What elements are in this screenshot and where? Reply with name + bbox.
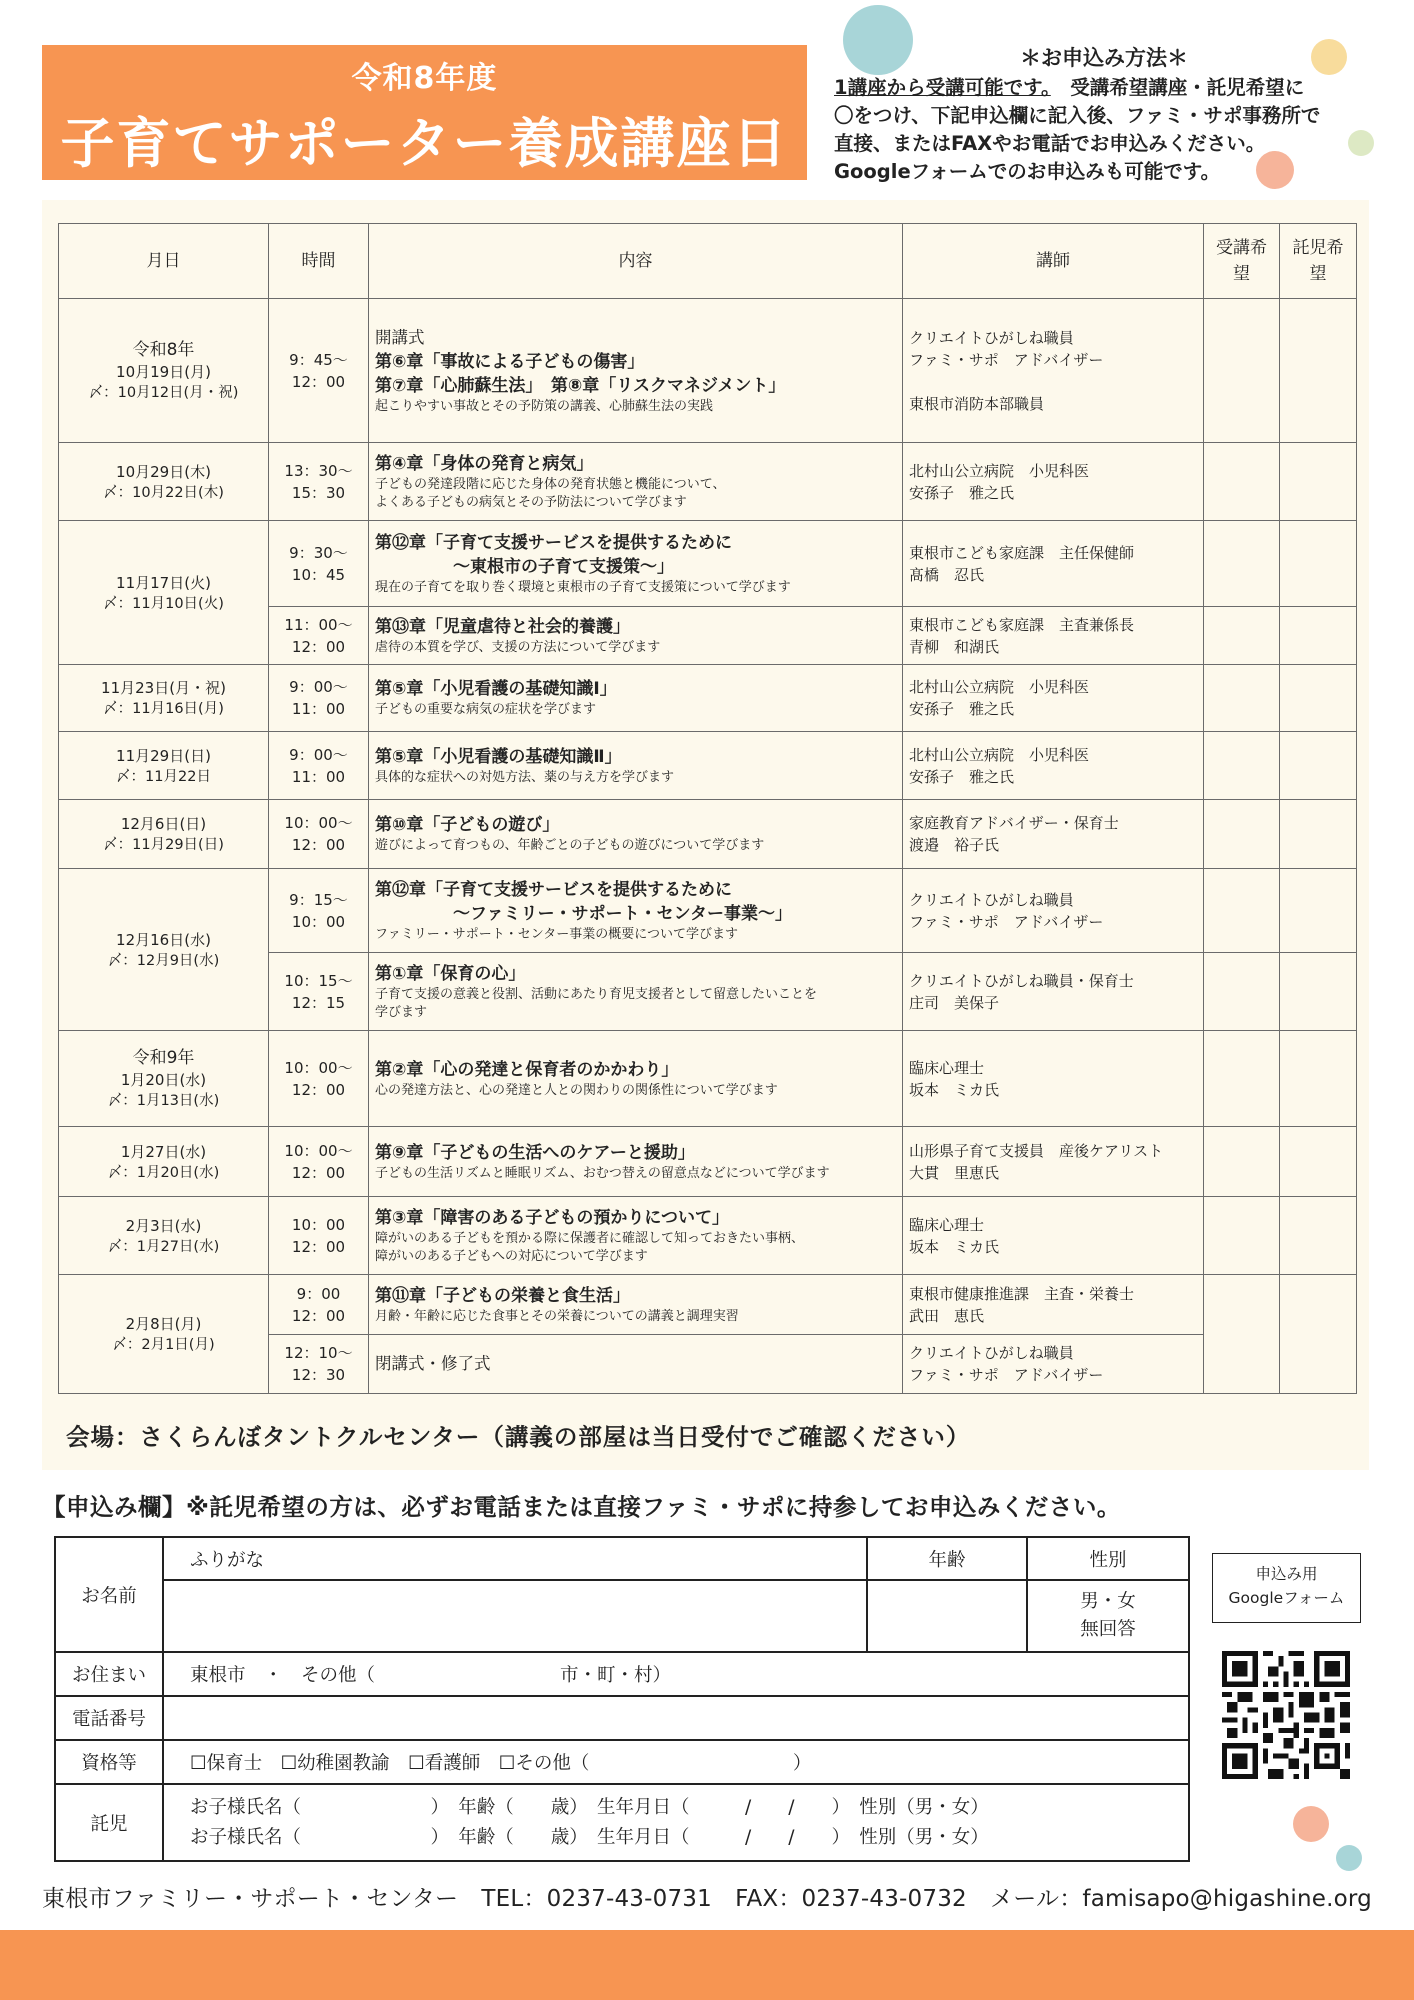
session-description: 心の発達方法と、心の発達と人との関わりの関係性について学びます: [375, 1082, 778, 1098]
session-title: 第③章「障害のある子どもの預かりについて」: [375, 1207, 730, 1228]
session-deadline: 〆：10月12日(月・祝): [88, 384, 239, 401]
session-description: 子育て支援の意義と役割、活動にあたり育児支援者として留意したいことを: [375, 986, 818, 1002]
lecturer-line: 安孫子 雅之氏: [909, 767, 1015, 786]
qualification-value: ☐保育士 ☐幼稚園教諭 ☐看護師 ☐その他（ ）: [190, 1753, 812, 1774]
session-lecturer: [903, 665, 1204, 732]
lecturer-line: 坂本 ミカ氏: [909, 1237, 1000, 1256]
session-title: 第⑫章「子育て支援サービスを提供するために: [375, 532, 732, 553]
session-title: 第⑪章「子どもの栄養と食生活」: [375, 1285, 630, 1306]
session-time: [269, 299, 369, 443]
schedule-row: [59, 521, 1357, 607]
schedule-row: [59, 1127, 1357, 1197]
session-content: [369, 732, 903, 800]
childcare-checkbox-cell[interactable]: [1280, 299, 1357, 443]
schedule-table: [58, 223, 1357, 1394]
session-content: [369, 869, 903, 953]
session-day: 2月3日(水): [125, 1216, 202, 1235]
session-content: [369, 953, 903, 1031]
childcare-checkbox-cell[interactable]: [1280, 1031, 1357, 1127]
attend-checkbox-cell[interactable]: [1204, 869, 1280, 953]
session-content: [369, 665, 903, 732]
session-date: [59, 665, 269, 732]
session-pre: 閉講式・修了式: [375, 1354, 491, 1373]
session-time: [269, 869, 369, 953]
session-date: [59, 800, 269, 869]
lecturer-line: ファミ・サポ アドバイザー: [909, 1366, 1104, 1384]
session-deadline: 〆：11月22日: [116, 768, 211, 785]
session-content: [369, 607, 903, 665]
lecturer-line: 臨床心理士: [909, 1215, 985, 1234]
header-attend: 受講希望: [1204, 224, 1280, 299]
childcare-checkbox-cell[interactable]: [1280, 732, 1357, 800]
attend-checkbox-cell[interactable]: [1204, 800, 1280, 869]
session-description: 遊びによって育つもの、年齢ごとの子どもの遊びについて学びます: [375, 838, 765, 853]
qualification-label: 資格等: [55, 1740, 163, 1784]
application-method-line: [834, 74, 1374, 102]
session-lecturer: [903, 1335, 1204, 1394]
lecturer-line: 臨床心理士: [909, 1058, 985, 1077]
session-title: 第⑤章「小児看護の基礎知識Ⅰ」: [375, 679, 617, 699]
lecturer-line: 坂本 ミカ氏: [909, 1080, 1000, 1099]
childcare-checkbox-cell[interactable]: [1280, 665, 1357, 732]
time-start: 10：00～: [284, 1141, 353, 1160]
session-content: [369, 800, 903, 869]
session-title: 第⑨章「子どもの生活へのケアーと援助」: [375, 1142, 695, 1163]
session-time: [269, 1197, 369, 1275]
session-description: 具体的な症状への対処方法、薬の与え方を学びます: [375, 769, 675, 785]
childcare-field[interactable]: [163, 1784, 1189, 1861]
session-deadline: 〆：1月27日(水): [107, 1238, 220, 1255]
gender-options: 男・女: [1080, 1591, 1136, 1612]
schedule-row: [59, 1275, 1357, 1335]
phone-field[interactable]: [163, 1696, 1189, 1740]
childcare-checkbox-cell[interactable]: [1280, 1127, 1357, 1197]
childcare-checkbox-cell[interactable]: [1280, 1275, 1357, 1394]
session-lecturer: [903, 869, 1204, 953]
lecturer-line: クリエイトひがしね職員: [909, 890, 1074, 909]
session-date: [59, 1127, 269, 1197]
address-label: お住まい: [55, 1652, 163, 1696]
time-start: 9：15～: [289, 890, 348, 909]
lecturer-line: 東根市こども家庭課 主査兼係長: [909, 615, 1135, 634]
session-deadline: 〆：10月22日(木): [103, 484, 224, 501]
session-description: 虐待の本質を学び、支援の方法について学びます: [375, 639, 661, 655]
session-day: 11月29日(日): [116, 746, 211, 765]
lecturer-line: クリエイトひがしね職員: [909, 1344, 1074, 1362]
gender-field[interactable]: [1027, 1580, 1189, 1652]
lecturer-line: 東根市こども家庭課 主任保健師: [909, 543, 1135, 562]
time-start: 13：30～: [284, 461, 353, 480]
childcare-checkbox-cell[interactable]: [1280, 1197, 1357, 1275]
time-end: 10：45: [291, 565, 346, 584]
qr-code-icon[interactable]: [1222, 1651, 1350, 1779]
session-time: [269, 521, 369, 607]
session-description: 障がいのある子どもを預かる際に保護者に確認して知っておきたい事柄、: [375, 1230, 805, 1246]
bottom-bar: [0, 1930, 1414, 2000]
session-description: 子どもの重要な病気の症状を学びます: [375, 702, 597, 717]
lecturer-line: 髙橋 忍氏: [909, 565, 985, 584]
session-lecturer: [903, 607, 1204, 665]
time-start: 9：00: [296, 1284, 341, 1303]
childcare-checkbox-cell[interactable]: [1280, 443, 1357, 521]
phone-label: 電話番号: [55, 1696, 163, 1740]
session-content: [369, 1275, 903, 1335]
time-end: 12：00: [291, 1163, 346, 1182]
session-day: 11月23日(月・祝): [101, 679, 226, 697]
schedule-row: [59, 869, 1357, 953]
session-lecturer: [903, 800, 1204, 869]
furigana-label: ふりがな: [190, 1549, 265, 1571]
lecturer-line: 安孫子 雅之氏: [909, 700, 1015, 718]
childcare-checkbox-cell[interactable]: [1280, 607, 1357, 665]
lecturer-line: 大貫 里恵氏: [909, 1163, 1000, 1182]
childcare-checkbox-cell[interactable]: [1280, 869, 1357, 953]
attend-checkbox-cell[interactable]: [1204, 665, 1280, 732]
session-title: 第⑬章「児童虐待と社会的養護」: [375, 616, 630, 637]
age-field[interactable]: [867, 1580, 1027, 1652]
session-date: [59, 1275, 269, 1394]
application-method-line: 直接、またはFAXやお電話でお申込みください。: [834, 132, 1266, 155]
time-start: 10：00: [291, 1215, 346, 1234]
header-lecturer: 講師: [903, 224, 1204, 299]
session-deadline: 〆：12月9日(水): [107, 952, 220, 969]
session-pre: 開講式: [375, 327, 425, 347]
session-date: [59, 869, 269, 1031]
session-description: 子どもの生活リズムと睡眠リズム、おむつ替えの留意点などについて学びます: [375, 1165, 830, 1181]
lecturer-line: 東根市消防本部職員: [909, 394, 1045, 413]
time-start: 10：00～: [284, 814, 353, 832]
header-time: 時間: [269, 224, 369, 299]
session-day: 12月16日(水): [116, 930, 211, 949]
lecturer-line: ファミ・サポ アドバイザー: [909, 912, 1104, 931]
session-content: [369, 1197, 903, 1275]
qualification-field[interactable]: [163, 1740, 1189, 1784]
application-method-text: 受講希望講座・託児希望に: [1070, 76, 1305, 99]
application-heading: 【申込み欄】※託児希望の方は、必ずお電話または直接ファミ・サポに持参してお申込みください。: [42, 1493, 1121, 1521]
session-day: 11月17日(火): [116, 573, 211, 592]
title-banner: [42, 45, 807, 180]
session-time: [269, 732, 369, 800]
session-content: [369, 1335, 903, 1394]
name-field[interactable]: [163, 1580, 867, 1652]
attend-checkbox-cell[interactable]: [1204, 299, 1280, 443]
session-year: 令和9年: [132, 1047, 195, 1068]
footer-contact: 東根市ファミリー・サポート・センター TEL：0237-43-0731 FAX：0237-43-0732 メール：famisapo@higashine.org: [42, 1886, 1372, 1912]
session-description: 起こりやすい事故とその予防策の講義、心肺蘇生法の実践: [375, 398, 714, 414]
attend-checkbox-cell[interactable]: [1204, 1197, 1280, 1275]
lecturer-line: 山形県子育て支援員 産後ケアリスト: [909, 1141, 1164, 1160]
time-start: 11：00～: [284, 615, 353, 634]
childcare-label: 託児: [55, 1784, 163, 1861]
attend-checkbox-cell[interactable]: [1204, 607, 1280, 665]
session-title: 第⑫章「子育て支援サービスを提供するために: [375, 879, 732, 900]
session-date: [59, 732, 269, 800]
lecturer-line: 北村山公立病院 小児科医: [909, 678, 1090, 696]
session-date: [59, 1031, 269, 1127]
session-lecturer: [903, 953, 1204, 1031]
schedule-row: [59, 665, 1357, 732]
name-label: お名前: [55, 1537, 163, 1652]
gender-label: 性別: [1027, 1537, 1189, 1580]
session-title: 第⑦章「心肺蘇生法」 第⑧章「リスクマネジメント」: [375, 375, 786, 396]
session-day: 1月27日(水): [120, 1142, 207, 1161]
session-content: [369, 443, 903, 521]
session-content: [369, 521, 903, 607]
session-description: 月齢・年齢に応じた食事とその栄養についての講義と調理実習: [375, 1308, 739, 1324]
time-end: 12：00: [291, 372, 346, 391]
time-end: 12：00: [291, 836, 346, 854]
decorative-circle: [1293, 1806, 1329, 1842]
session-time: [269, 1031, 369, 1127]
session-deadline: 〆：1月13日(水): [107, 1092, 220, 1109]
schedule-row: [59, 800, 1357, 869]
furigana-field[interactable]: [163, 1537, 867, 1580]
time-start: 12：10～: [284, 1344, 353, 1362]
session-time: [269, 665, 369, 732]
session-lecturer: [903, 1275, 1204, 1335]
session-title: ～東根市の子育て支援策～」: [453, 556, 674, 577]
session-content: [369, 299, 903, 443]
childcare-checkbox-cell[interactable]: [1280, 953, 1357, 1031]
time-end: 12：00: [291, 1080, 346, 1099]
session-lecturer: [903, 1031, 1204, 1127]
session-content: [369, 1031, 903, 1127]
session-day: 2月8日(月): [125, 1315, 202, 1333]
address-field[interactable]: [163, 1652, 1189, 1696]
attend-checkbox-cell[interactable]: [1204, 1275, 1280, 1394]
session-lecturer: [903, 732, 1204, 800]
schedule-row: [59, 443, 1357, 521]
time-end: 12：00: [291, 637, 346, 656]
time-start: 10：15～: [284, 971, 353, 990]
session-time: [269, 800, 369, 869]
time-end: 11：00: [291, 767, 346, 786]
lecturer-line: 庄司 美保子: [909, 993, 1000, 1012]
session-day: 1月20日(水): [120, 1070, 207, 1089]
venue-note: 会場：さくらんぼタントクルセンター（講義の部屋は当日受付でご確認ください）: [66, 1423, 971, 1451]
session-time: [269, 1275, 369, 1335]
session-lecturer: [903, 443, 1204, 521]
session-date: [59, 1197, 269, 1275]
lecturer-line: 渡邉 裕子氏: [909, 836, 1000, 854]
time-end: 15：30: [291, 483, 346, 502]
google-form-line: 申込み用: [1255, 1565, 1318, 1583]
lecturer-line: 北村山公立病院 小児科医: [909, 461, 1090, 480]
session-content: [369, 1127, 903, 1197]
time-end: 12：00: [291, 1306, 346, 1325]
session-description: 障がいのある子どもへの対応について学びます: [375, 1248, 648, 1264]
time-end: 12：30: [291, 1366, 346, 1384]
session-deadline: 〆：11月10日(火): [103, 595, 224, 612]
attend-checkbox-cell[interactable]: [1204, 443, 1280, 521]
session-date: [59, 443, 269, 521]
session-day: 10月19日(月): [116, 362, 211, 381]
session-lecturer: [903, 1197, 1204, 1275]
time-start: 9：45～: [289, 350, 348, 369]
session-description: 現在の子育てを取り巻く環境と東根市の子育て支援策について学びます: [375, 579, 791, 595]
page-title: 子育てサポーター養成講座日: [60, 112, 789, 175]
schedule-row: [59, 1031, 1357, 1127]
gender-other: 無回答: [1080, 1619, 1136, 1640]
session-year: 令和8年: [132, 339, 195, 360]
application-method-line: Googleフォームでのお申込みも可能です。: [834, 160, 1221, 183]
session-time: [269, 953, 369, 1031]
session-title: 第②章「心の発達と保育者のかかわり」: [375, 1059, 679, 1080]
lecturer-line: 安孫子 雅之氏: [909, 483, 1015, 502]
time-start: 10：00～: [284, 1058, 353, 1077]
schedule-row: [59, 732, 1357, 800]
session-date: [59, 299, 269, 443]
schedule-row: [59, 1197, 1357, 1275]
time-end: 11：00: [291, 700, 346, 718]
header-content: 内容: [369, 224, 903, 299]
session-deadline: 〆：11月16日(月): [103, 701, 224, 717]
session-title: 第⑤章「小児看護の基礎知識Ⅱ」: [375, 746, 622, 767]
session-deadline: 〆：11月29日(日): [103, 837, 224, 853]
time-end: 10：00: [291, 912, 346, 931]
session-date: [59, 521, 269, 665]
attend-checkbox-cell[interactable]: [1204, 521, 1280, 607]
session-time: [269, 1127, 369, 1197]
application-method-title: ＊お申込み方法＊: [1020, 46, 1188, 70]
session-title: ～ファミリー・サポート・センター事業～」: [453, 903, 792, 924]
time-start: 9：00～: [289, 678, 348, 696]
lecturer-line: 北村山公立病院 小児科医: [909, 745, 1090, 764]
session-title: 第⑩章「子どもの遊び」: [375, 815, 560, 835]
age-label: 年齢: [867, 1537, 1027, 1580]
application-form: [54, 1536, 1190, 1862]
decorative-circle: [1336, 1845, 1362, 1871]
session-lecturer: [903, 299, 1204, 443]
child-info-line: お子様氏名（ ） 年齢（ 歳） 生年月日（ / / ） 性別（男・女）: [190, 1796, 989, 1818]
childcare-checkbox-cell[interactable]: [1280, 521, 1357, 607]
session-title: 第①章「保育の心」: [375, 963, 526, 984]
time-end: 12：00: [291, 1237, 346, 1256]
lecturer-line: 青柳 和湖氏: [909, 637, 1000, 656]
session-deadline: 〆：1月20日(水): [107, 1164, 220, 1181]
session-deadline: 〆：2月1日(月): [112, 1337, 215, 1353]
header-date: 月日: [59, 224, 269, 299]
google-form-line: Googleフォーム: [1228, 1589, 1345, 1607]
session-lecturer: [903, 1127, 1204, 1197]
attend-checkbox-cell[interactable]: [1204, 953, 1280, 1031]
lecturer-line: 家庭教育アドバイザー・保育士: [909, 814, 1119, 832]
session-day: 12月6日(日): [120, 815, 207, 833]
header-childcare: 託児希望: [1280, 224, 1357, 299]
session-title: 第④章「身体の発育と病気」: [375, 453, 594, 474]
attend-checkbox-cell[interactable]: [1204, 732, 1280, 800]
lecturer-line: ファミ・サポ アドバイザー: [909, 350, 1104, 369]
session-lecturer: [903, 521, 1204, 607]
lecturer-line: 武田 恵氏: [909, 1306, 985, 1325]
application-method-underlined: 1講座から受講可能です。: [834, 76, 1051, 99]
lecturer-line: 東根市健康推進課 主査・栄養士: [909, 1284, 1135, 1303]
time-end: 12：15: [291, 993, 346, 1012]
time-start: 9：00～: [289, 745, 348, 764]
child-info-line: お子様氏名（ ） 年齢（ 歳） 生年月日（ / / ） 性別（男・女）: [190, 1826, 989, 1848]
session-description: 学びます: [375, 1004, 428, 1020]
childcare-checkbox-cell[interactable]: [1280, 800, 1357, 869]
session-day: 10月29日(木): [116, 462, 211, 481]
application-method: [834, 44, 1374, 186]
google-form-label: [1212, 1553, 1361, 1623]
address-value: 東根市 ・ その他（ 市・町・村）: [190, 1665, 672, 1686]
session-description: ファミリー・サポート・センター事業の概要について学びます: [375, 926, 738, 942]
lecturer-line: クリエイトひがしね職員: [909, 328, 1074, 347]
title-subtitle: 令和8年度: [351, 61, 498, 96]
session-time: [269, 1335, 369, 1394]
session-time: [269, 443, 369, 521]
session-description: よくある子どもの病気とその予防法について学びます: [375, 494, 687, 510]
attend-checkbox-cell[interactable]: [1204, 1031, 1280, 1127]
session-time: [269, 607, 369, 665]
session-description: 子どもの発達段階に応じた身体の発育状態と機能について、: [375, 476, 726, 492]
attend-checkbox-cell[interactable]: [1204, 1127, 1280, 1197]
schedule-row: [59, 299, 1357, 443]
lecturer-line: クリエイトひがしね職員・保育士: [909, 971, 1134, 990]
session-title: 第⑥章「事故による子どもの傷害」: [375, 351, 645, 372]
time-start: 9：30～: [289, 543, 348, 562]
schedule-header-row: [59, 224, 1357, 299]
application-method-line: 〇をつけ、下記申込欄に記入後、ファミ・サポ事務所で: [834, 104, 1321, 127]
